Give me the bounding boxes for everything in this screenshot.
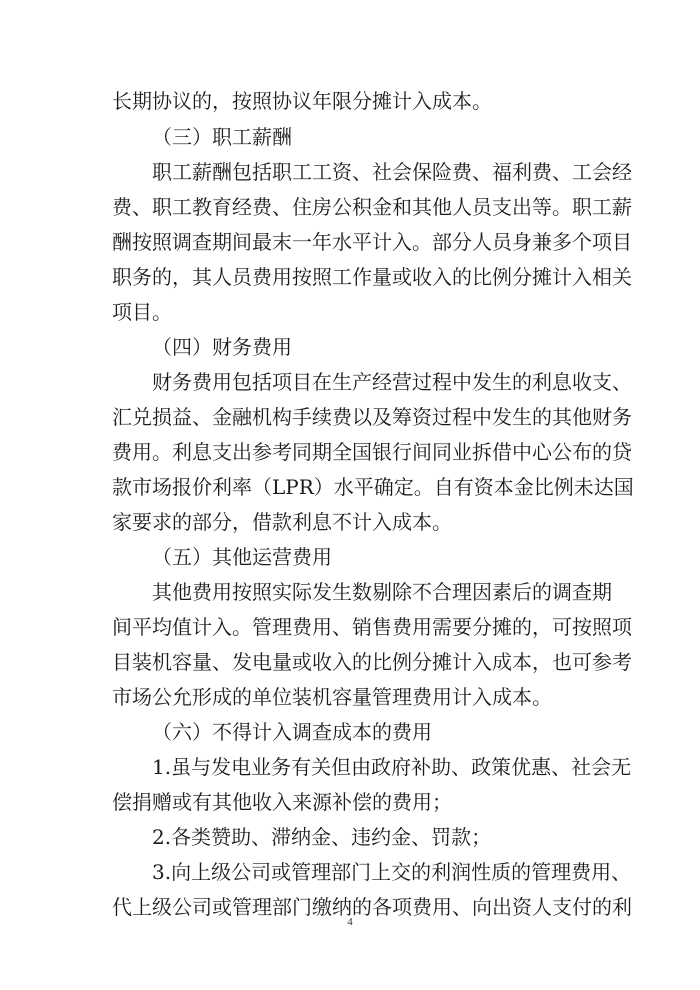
text-line: 汇兑损益、金融机构手续费以及筹资过程中发生的其他财务 (112, 405, 632, 429)
text-line: 酬按照调查期间最末一年水平计入。部分人员身兼多个项目 (112, 230, 632, 254)
text-line: 职务的，其人员费用按照工作量或收入的比例分摊计入相关 (112, 265, 632, 289)
text-line: 3.向上级公司或管理部门上交的利润性质的管理费用、 (152, 860, 632, 884)
section-heading: （六）不得计入调查成本的费用 (152, 720, 432, 744)
text-line: 财务费用包括项目在生产经营过程中发生的利息收支、 (152, 370, 632, 394)
text-line: 间平均值计入。管理费用、销售费用需要分摊的，可按照项 (112, 615, 632, 639)
text-line: 项目。 (112, 300, 172, 324)
section-heading: （三）职工薪酬 (152, 125, 292, 149)
section-heading: （五）其他运营费用 (152, 545, 332, 569)
text-line: 费、职工教育经费、住房公积金和其他人员支出等。职工薪 (112, 195, 632, 219)
text-line: 2.各类赞助、滞纳金、违约金、罚款； (152, 825, 492, 849)
text-line: 费用。利息支出参考同期全国银行间同业拆借中心公布的贷 (112, 440, 632, 464)
text-line: 其他费用按照实际发生数剔除不合理因素后的调查期 (152, 580, 612, 604)
text-line: 款市场报价利率（LPR）水平确定。自有资本金比例未达国 (112, 475, 634, 499)
text-line: 代上级公司或管理部门缴纳的各项费用、向出资人支付的利 (112, 895, 632, 919)
text-line: 长期协议的，按照协议年限分摊计入成本。 (112, 89, 492, 113)
text-line: 1.虽与发电业务有关但由政府补助、政策优惠、社会无 (152, 755, 632, 779)
text-line: 偿捐赠或有其他收入来源补偿的费用； (112, 790, 452, 814)
section-heading: （四）财务费用 (152, 335, 292, 359)
text-line: 职工薪酬包括职工工资、社会保险费、福利费、工会经 (152, 160, 632, 184)
text-line: 市场公允形成的单位装机容量管理费用计入成本。 (112, 685, 552, 709)
text-line: 家要求的部分，借款利息不计入成本。 (112, 510, 452, 534)
text-line: 目装机容量、发电量或收入的比例分摊计入成本，也可参考 (112, 650, 632, 674)
page-number: 4 (347, 916, 353, 928)
